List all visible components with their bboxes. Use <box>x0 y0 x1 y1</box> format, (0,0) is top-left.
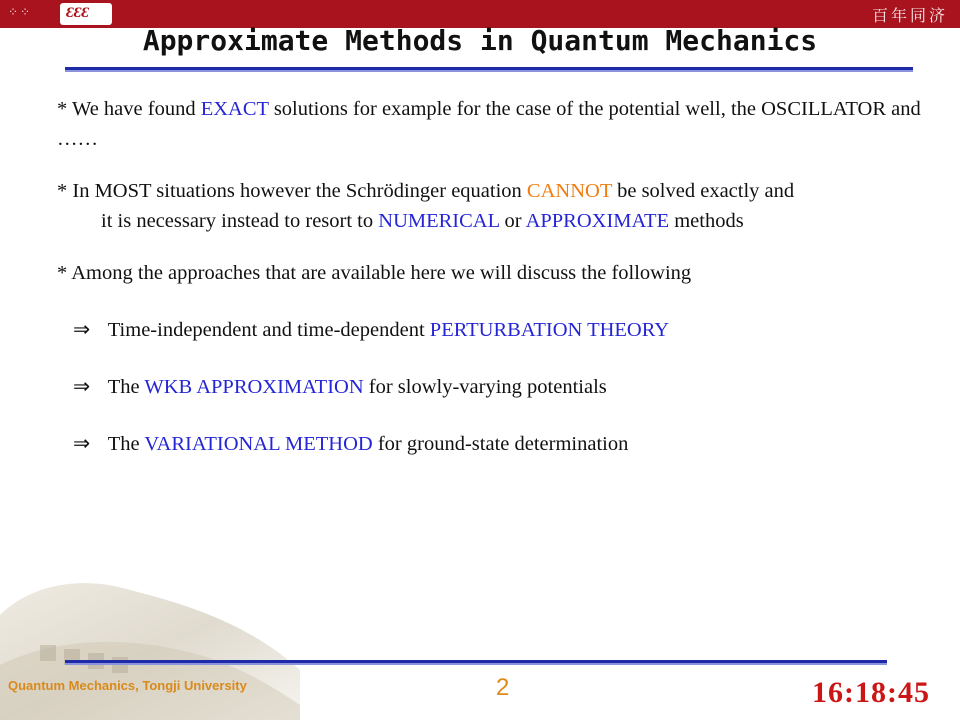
page-number: 2 <box>496 674 510 701</box>
implies-arrow-icon: ⇒ <box>73 319 91 341</box>
stone-monument-image <box>0 575 300 720</box>
paragraph-methods: it is necessary instead to resort to NUMERICAL or APPROXIMATE methods <box>101 210 744 232</box>
highlight-numerical: NUMERICAL <box>378 210 500 232</box>
slide-title: Approximate Methods in Quantum Mechanics <box>142 24 818 57</box>
title-divider <box>65 67 913 72</box>
highlight-perturbation: PERTURBATION THEORY <box>429 319 670 341</box>
footer-divider <box>65 660 887 665</box>
highlight-wkb: WKB APPROXIMATION <box>144 376 364 398</box>
bullet-perturbation: ⇒ Time-independent and time-dependent PERTURBATION THEORY <box>57 315 947 345</box>
university-logo <box>60 3 112 25</box>
implies-arrow-icon: ⇒ <box>73 433 91 455</box>
course-footer: Quantum Mechanics, Tongji University <box>8 678 247 693</box>
implies-arrow-icon: ⇒ <box>73 376 91 398</box>
paragraph-cannot: * In MOST situations however the Schrödinger equation CANNOT be solved exactly and <box>57 180 795 202</box>
pattern-deco-icon: ⁘⁘ <box>8 5 33 19</box>
highlight-exact: EXACT <box>200 98 269 120</box>
highlight-approximate: APPROXIMATE <box>525 210 670 232</box>
paragraph-approaches: * Among the approaches that are available here we will discuss the following <box>57 262 692 284</box>
slide-body <box>57 94 947 459</box>
highlight-variational: VARIATIONAL METHOD <box>144 433 373 455</box>
paragraph-exact: * We have found EXACT solutions for example for the case of the potential well, the OSCILLATOR and …… <box>57 98 921 150</box>
logo-text: ƐƐƐ <box>66 5 89 21</box>
bullet-wkb: ⇒ The WKB APPROXIMATION for slowly-varying potentials <box>57 372 947 402</box>
bullet-variational: ⇒ The VARIATIONAL METHOD for ground-state determination <box>57 429 947 459</box>
calligraphy-deco: 百年同济 <box>871 6 948 25</box>
clock-time: 16:18:45 <box>812 676 930 709</box>
highlight-cannot: CANNOT <box>526 180 612 202</box>
